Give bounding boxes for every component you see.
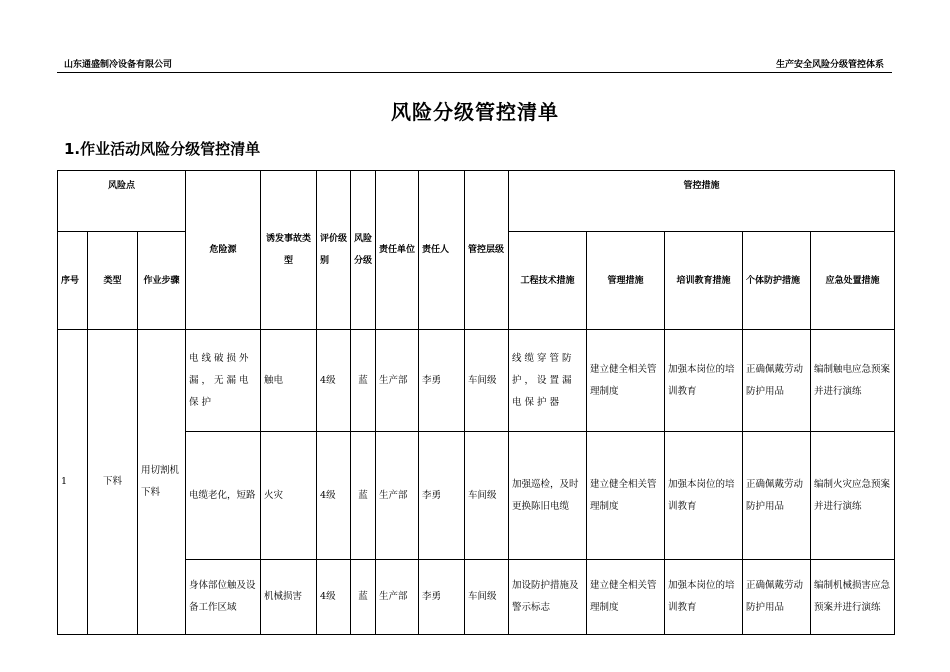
row-risk-level: 蓝 — [351, 432, 376, 560]
row-hazard: 身体部位触及设备工作区域 — [186, 560, 261, 635]
row-ppe: 正确佩戴劳动防护用品 — [743, 330, 811, 432]
row-seq: 1 — [58, 330, 88, 635]
row-responsible-person: 李勇 — [419, 330, 465, 432]
row-engineering: 线缆穿管防护，设置漏电保护器 — [509, 330, 587, 432]
header-type: 类型 — [88, 232, 138, 330]
row-engineering: 加强巡检，及时更换陈旧电缆 — [509, 432, 587, 560]
row-accident-type: 火灾 — [261, 432, 317, 560]
header-accident-type: 诱发事故类型 — [261, 171, 317, 330]
header-risk-point: 风险点 — [58, 171, 186, 232]
row-accident-type: 触电 — [261, 330, 317, 432]
document-title: 风险分级管控清单 — [391, 100, 559, 124]
header-seq: 序号 — [58, 232, 88, 330]
row-management: 建立健全相关管理制度 — [587, 330, 665, 432]
header-training: 培训教育措施 — [665, 232, 743, 330]
header-control-level: 管控层级 — [465, 171, 509, 330]
row-step: 用切割机下料 — [138, 330, 186, 635]
system-name: 生产安全风险分级管控体系 — [775, 60, 884, 70]
row-management: 建立健全相关管理制度 — [587, 560, 665, 635]
row-responsible-unit: 生产部 — [376, 432, 419, 560]
row-training: 加强本岗位的培训教育 — [665, 432, 743, 560]
header-ppe: 个体防护措施 — [743, 232, 811, 330]
row-control-level: 车间级 — [465, 560, 509, 635]
row-responsible-unit: 生产部 — [376, 560, 419, 635]
section-heading: 1.作业活动风险分级管控清单 — [64, 140, 261, 158]
row-accident-type: 机械损害 — [261, 560, 317, 635]
header-risk-level: 风险分级 — [351, 171, 376, 330]
row-risk-level: 蓝 — [351, 330, 376, 432]
header-divider — [57, 72, 892, 73]
row-ppe: 正确佩戴劳动防护用品 — [743, 560, 811, 635]
table-row — [58, 330, 895, 432]
header-management: 管理措施 — [587, 232, 665, 330]
header-step: 作业步骤 — [138, 232, 186, 330]
header-control-measures: 管控措施 — [509, 171, 895, 232]
row-engineering: 加设防护措施及警示标志 — [509, 560, 587, 635]
row-emergency: 编制机械损害应急预案并进行演练 — [811, 560, 895, 635]
risk-control-table — [57, 170, 895, 635]
row-eval-level: 4级 — [317, 560, 351, 635]
row-eval-level: 4级 — [317, 330, 351, 432]
row-emergency: 编制火灾应急预案并进行演练 — [811, 432, 895, 560]
row-risk-level: 蓝 — [351, 560, 376, 635]
header-responsible-unit: 责任单位 — [376, 171, 419, 330]
row-management: 建立健全相关管理制度 — [587, 432, 665, 560]
header-hazard: 危险源 — [186, 171, 261, 330]
header-responsible-person: 责任人 — [419, 171, 465, 330]
row-ppe: 正确佩戴劳动防护用品 — [743, 432, 811, 560]
row-hazard: 电缆老化，短路 — [186, 432, 261, 560]
row-eval-level: 4级 — [317, 432, 351, 560]
header-emergency: 应急处置措施 — [811, 232, 895, 330]
company-name: 山东通盛制冷设备有限公司 — [64, 60, 173, 70]
row-responsible-person: 李勇 — [419, 432, 465, 560]
row-control-level: 车间级 — [465, 330, 509, 432]
row-training: 加强本岗位的培训教育 — [665, 330, 743, 432]
row-type: 下料 — [88, 330, 138, 635]
row-responsible-person: 李勇 — [419, 560, 465, 635]
row-hazard: 电线破损外漏，无漏电保护 — [186, 330, 261, 432]
header-engineering: 工程技术措施 — [509, 232, 587, 330]
row-responsible-unit: 生产部 — [376, 330, 419, 432]
row-training: 加强本岗位的培训教育 — [665, 560, 743, 635]
header-eval-level: 评价级别 — [317, 171, 351, 330]
row-emergency: 编制触电应急预案并进行演练 — [811, 330, 895, 432]
row-control-level: 车间级 — [465, 432, 509, 560]
